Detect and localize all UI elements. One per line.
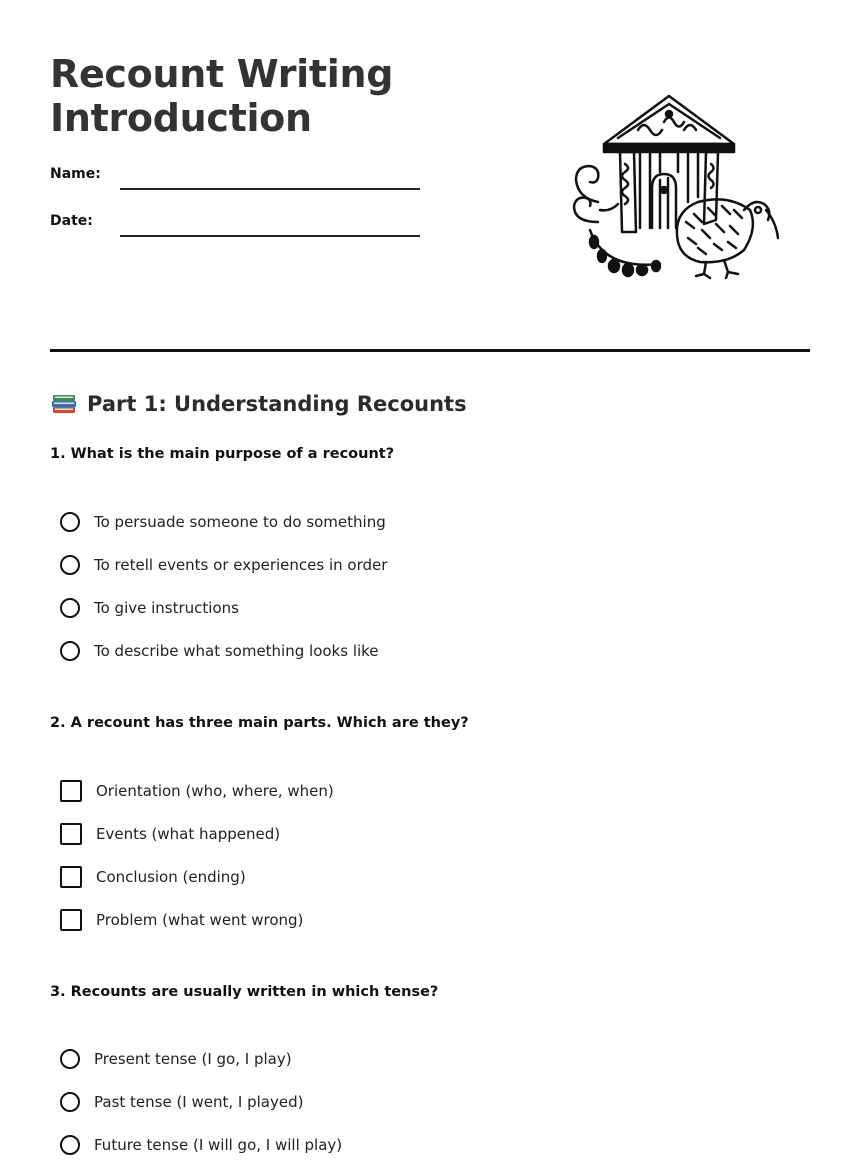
- option-label: Present tense (I go, I play): [94, 1050, 292, 1068]
- q3-option-3[interactable]: [60, 1132, 342, 1158]
- question-2: 2. A recount has three main parts. Which are they?: [50, 715, 469, 731]
- option-label: Problem (what went wrong): [96, 911, 304, 929]
- q1-option-2[interactable]: [60, 552, 387, 578]
- radio-button[interactable]: [60, 1049, 80, 1069]
- option-label: To describe what something looks like: [94, 642, 379, 660]
- checkbox[interactable]: [60, 909, 82, 931]
- option-label: To retell events or experiences in order: [94, 556, 388, 574]
- page-title: [50, 52, 393, 140]
- option-label: To persuade someone to do something: [94, 513, 386, 531]
- books-icon: [50, 390, 78, 418]
- section-title: Part 1: Understanding Recounts: [87, 392, 467, 416]
- page-title-line-1: Recount Writing: [50, 52, 394, 96]
- name-field[interactable]: [50, 166, 420, 194]
- q2-option-4[interactable]: [60, 907, 303, 933]
- question-3: 3. Recounts are usually written in which tense?: [50, 984, 439, 1000]
- name-input-line[interactable]: [120, 188, 420, 190]
- q3-option-1[interactable]: [60, 1046, 292, 1072]
- date-input-line[interactable]: [120, 235, 420, 237]
- q1-option-3[interactable]: [60, 595, 239, 621]
- radio-button[interactable]: [60, 1135, 80, 1155]
- date-label: Date:: [50, 213, 93, 229]
- section-divider: [50, 349, 810, 352]
- question-1: 1. What is the main purpose of a recount?: [50, 446, 395, 462]
- option-label: Conclusion (ending): [96, 868, 246, 886]
- q3-option-2[interactable]: [60, 1089, 303, 1115]
- q2-option-2[interactable]: [60, 821, 280, 847]
- radio-button[interactable]: [60, 512, 80, 532]
- option-label: Past tense (I went, I played): [94, 1093, 304, 1111]
- option-label: Future tense (I will go, I will play): [94, 1136, 343, 1154]
- checkbox[interactable]: [60, 780, 82, 802]
- option-label: Orientation (who, where, when): [96, 782, 334, 800]
- radio-button[interactable]: [60, 598, 80, 618]
- date-field[interactable]: [50, 213, 420, 241]
- radio-button[interactable]: [60, 641, 80, 661]
- option-label: Events (what happened): [96, 825, 281, 843]
- checkbox[interactable]: [60, 866, 82, 888]
- name-label: Name:: [50, 166, 101, 182]
- radio-button[interactable]: [60, 1092, 80, 1112]
- page-title-line-2: Introduction: [50, 96, 312, 140]
- q1-option-1[interactable]: [60, 509, 386, 535]
- whare-kiwi-logo-icon: [568, 92, 780, 282]
- option-label: To give instructions: [94, 599, 239, 617]
- q1-option-4[interactable]: [60, 638, 379, 664]
- section-heading-part1: [50, 386, 467, 422]
- q2-option-3[interactable]: [60, 864, 246, 890]
- radio-button[interactable]: [60, 555, 80, 575]
- checkbox[interactable]: [60, 823, 82, 845]
- q2-option-1[interactable]: [60, 778, 334, 804]
